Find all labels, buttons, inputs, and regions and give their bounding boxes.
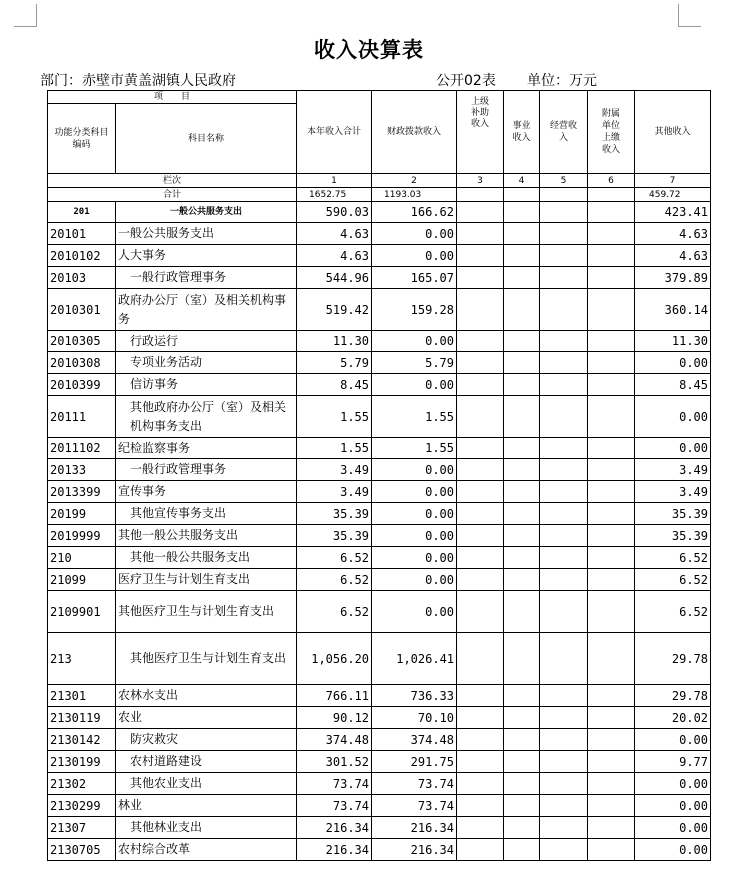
page-title: 收入决算表 — [314, 38, 424, 62]
col-operating-header: 经营收入 — [540, 91, 588, 174]
row-other-value: 3.49 — [635, 459, 711, 481]
table-row — [48, 795, 711, 817]
table-row — [48, 331, 711, 352]
row-superior-value — [457, 289, 504, 331]
row-total-value: 519.42 — [297, 289, 372, 331]
row-affiliated-value — [588, 773, 635, 795]
table-row — [48, 438, 711, 459]
empty-cell — [540, 188, 588, 202]
row-total-value: 3.49 — [297, 481, 372, 503]
row-fiscal-value: 165.07 — [372, 267, 457, 289]
row-other-value: 0.00 — [635, 729, 711, 751]
row-total-value: 35.39 — [297, 525, 372, 547]
row-superior-value — [457, 245, 504, 267]
row-affiliated-value — [588, 202, 635, 223]
row-business-value — [504, 396, 540, 438]
row-affiliated-value — [588, 289, 635, 331]
table-row — [48, 396, 711, 438]
row-operating-value — [540, 633, 588, 685]
row-total-value: 6.52 — [297, 547, 372, 569]
row-total-value: 1,056.20 — [297, 633, 372, 685]
table-row — [48, 707, 711, 729]
table-row — [48, 773, 711, 795]
column-number-3: 3 — [457, 174, 504, 188]
row-fiscal-value: 73.74 — [372, 773, 457, 795]
table-row — [48, 289, 711, 331]
row-total-value: 6.52 — [297, 591, 372, 633]
row-fiscal-value: 70.10 — [372, 707, 457, 729]
row-superior-value — [457, 839, 504, 861]
row-code: 2130119 — [48, 707, 116, 729]
row-total-value: 766.11 — [297, 685, 372, 707]
row-code: 21307 — [48, 817, 116, 839]
table-row — [48, 569, 711, 591]
row-code: 21099 — [48, 569, 116, 591]
row-other-value: 35.39 — [635, 525, 711, 547]
row-other-value: 11.30 — [635, 331, 711, 352]
row-operating-value — [540, 817, 588, 839]
row-fiscal-value: 0.00 — [372, 245, 457, 267]
row-operating-value — [540, 503, 588, 525]
row-superior-value — [457, 685, 504, 707]
row-operating-value — [540, 374, 588, 396]
row-other-value: 0.00 — [635, 773, 711, 795]
row-business-value — [504, 547, 540, 569]
column-number-6: 6 — [588, 174, 635, 188]
empty-cell — [457, 188, 504, 202]
row-total-value: 3.49 — [297, 459, 372, 481]
row-operating-value — [540, 331, 588, 352]
table-row — [48, 817, 711, 839]
row-superior-value — [457, 547, 504, 569]
row-code: 2010305 — [48, 331, 116, 352]
row-subject-name: 人大事务 — [116, 245, 297, 267]
table-row — [48, 839, 711, 861]
row-superior-value — [457, 751, 504, 773]
row-code: 2010102 — [48, 245, 116, 267]
row-affiliated-value — [588, 569, 635, 591]
row-other-value: 0.00 — [635, 817, 711, 839]
row-subject-name: 一般行政管理事务 — [116, 267, 297, 289]
row-business-value — [504, 707, 540, 729]
row-affiliated-value — [588, 707, 635, 729]
subject-name-header: 科目名称 — [116, 104, 297, 174]
row-fiscal-value: 0.00 — [372, 547, 457, 569]
row-affiliated-value — [588, 503, 635, 525]
row-superior-value — [457, 202, 504, 223]
row-fiscal-value: 1.55 — [372, 396, 457, 438]
row-subject-name: 政府办公厅（室）及相关机构事务 — [116, 289, 297, 331]
row-superior-value — [457, 525, 504, 547]
row-subject-name: 一般公共服务支出 — [116, 223, 297, 245]
row-operating-value — [540, 839, 588, 861]
row-subject-name: 宣传事务 — [116, 481, 297, 503]
row-total-value: 590.03 — [297, 202, 372, 223]
row-total-value: 73.74 — [297, 773, 372, 795]
row-superior-value — [457, 569, 504, 591]
row-code: 2010399 — [48, 374, 116, 396]
row-superior-value — [457, 396, 504, 438]
row-code: 20111 — [48, 396, 116, 438]
col-total-header: 本年收入合计 — [297, 91, 372, 174]
row-operating-value — [540, 525, 588, 547]
row-business-value — [504, 459, 540, 481]
table-row — [48, 525, 711, 547]
row-code: 20133 — [48, 459, 116, 481]
row-code: 2109901 — [48, 591, 116, 633]
col-other-header: 其他收入 — [635, 91, 711, 174]
table-row — [48, 202, 711, 223]
row-total-value: 1.55 — [297, 438, 372, 459]
row-business-value — [504, 817, 540, 839]
row-other-value: 6.52 — [635, 547, 711, 569]
row-business-value — [504, 591, 540, 633]
row-superior-value — [457, 503, 504, 525]
page-corner-mark-left — [14, 4, 37, 27]
row-superior-value — [457, 729, 504, 751]
row-code: 2010308 — [48, 352, 116, 374]
row-operating-value — [540, 481, 588, 503]
row-superior-value — [457, 223, 504, 245]
row-operating-value — [540, 751, 588, 773]
row-superior-value — [457, 459, 504, 481]
row-code: 21301 — [48, 685, 116, 707]
row-fiscal-value: 374.48 — [372, 729, 457, 751]
row-operating-value — [540, 202, 588, 223]
table-row — [48, 751, 711, 773]
header-row-project — [48, 91, 711, 104]
column-number-1: 1 — [297, 174, 372, 188]
total-value: 1652.75 — [297, 188, 372, 202]
row-fiscal-value: 73.74 — [372, 795, 457, 817]
row-code: 2130299 — [48, 795, 116, 817]
row-affiliated-value — [588, 685, 635, 707]
row-total-value: 216.34 — [297, 817, 372, 839]
row-other-value: 29.78 — [635, 685, 711, 707]
row-code: 20103 — [48, 267, 116, 289]
row-affiliated-value — [588, 729, 635, 751]
row-affiliated-value — [588, 817, 635, 839]
row-fiscal-value: 0.00 — [372, 374, 457, 396]
row-affiliated-value — [588, 438, 635, 459]
row-business-value — [504, 569, 540, 591]
row-subject-name: 专项业务活动 — [116, 352, 297, 374]
column-number-5: 5 — [540, 174, 588, 188]
row-total-value: 11.30 — [297, 331, 372, 352]
col-affiliated-header: 附属单位上缴收入 — [588, 91, 635, 174]
row-code: 20199 — [48, 503, 116, 525]
row-subject-name: 其他一般公共服务支出 — [116, 547, 297, 569]
page-corner-mark-right — [678, 4, 701, 27]
table-row — [48, 245, 711, 267]
row-superior-value — [457, 331, 504, 352]
row-superior-value — [457, 591, 504, 633]
table-row — [48, 633, 711, 685]
row-affiliated-value — [588, 751, 635, 773]
row-code: 20101 — [48, 223, 116, 245]
row-superior-value — [457, 352, 504, 374]
empty-cell — [588, 188, 635, 202]
row-total-value: 35.39 — [297, 503, 372, 525]
row-business-value — [504, 289, 540, 331]
row-operating-value — [540, 729, 588, 751]
row-affiliated-value — [588, 396, 635, 438]
row-operating-value — [540, 547, 588, 569]
func-code-header: 功能分类科目编码 — [48, 104, 116, 174]
table-row — [48, 352, 711, 374]
table-row — [48, 685, 711, 707]
row-other-value: 6.52 — [635, 591, 711, 633]
row-business-value — [504, 352, 540, 374]
row-total-value: 8.45 — [297, 374, 372, 396]
row-fiscal-value: 0.00 — [372, 569, 457, 591]
row-other-value: 0.00 — [635, 438, 711, 459]
row-other-value: 29.78 — [635, 633, 711, 685]
row-operating-value — [540, 685, 588, 707]
row-subject-name: 其他一般公共服务支出 — [116, 525, 297, 547]
row-code: 201 — [48, 202, 116, 223]
row-business-value — [504, 685, 540, 707]
row-affiliated-value — [588, 795, 635, 817]
row-superior-value — [457, 817, 504, 839]
row-fiscal-value: 1,026.41 — [372, 633, 457, 685]
row-subject-name: 其他林业支出 — [116, 817, 297, 839]
col-fiscal-header: 财政拨款收入 — [372, 91, 457, 174]
row-code: 2019999 — [48, 525, 116, 547]
row-other-value: 423.41 — [635, 202, 711, 223]
row-business-value — [504, 795, 540, 817]
row-business-value — [504, 223, 540, 245]
form-code-label: 公开02表 — [436, 73, 496, 89]
column-number-2: 2 — [372, 174, 457, 188]
fiscal-total-value: 1193.03 — [372, 188, 457, 202]
table-row — [48, 503, 711, 525]
row-operating-value — [540, 438, 588, 459]
row-operating-value — [540, 352, 588, 374]
row-fiscal-value: 0.00 — [372, 331, 457, 352]
row-business-value — [504, 245, 540, 267]
row-superior-value — [457, 633, 504, 685]
income-statement-table — [47, 90, 711, 861]
row-affiliated-value — [588, 352, 635, 374]
department-label: 部门：赤壁市黄盖湖镇人民政府 — [40, 73, 236, 89]
row-operating-value — [540, 795, 588, 817]
row-affiliated-value — [588, 245, 635, 267]
row-code: 21302 — [48, 773, 116, 795]
row-operating-value — [540, 459, 588, 481]
total-label: 合计 — [48, 188, 297, 202]
empty-cell — [504, 188, 540, 202]
row-total-value: 544.96 — [297, 267, 372, 289]
table-row — [48, 459, 711, 481]
col-superior-header: 上级补助收入 — [457, 91, 504, 174]
row-subject-name: 农村道路建设 — [116, 751, 297, 773]
row-subject-name: 农林水支出 — [116, 685, 297, 707]
row-fiscal-value: 1.55 — [372, 438, 457, 459]
row-subject-name: 一般公共服务支出 — [116, 202, 297, 223]
row-operating-value — [540, 569, 588, 591]
row-operating-value — [540, 267, 588, 289]
row-total-value: 90.12 — [297, 707, 372, 729]
row-business-value — [504, 331, 540, 352]
row-business-value — [504, 773, 540, 795]
row-affiliated-value — [588, 525, 635, 547]
row-business-value — [504, 481, 540, 503]
row-total-value: 5.79 — [297, 352, 372, 374]
row-subject-name: 信访事务 — [116, 374, 297, 396]
row-subject-name: 其他医疗卫生与计划生育支出 — [116, 633, 297, 685]
row-other-value: 20.02 — [635, 707, 711, 729]
row-fiscal-value: 159.28 — [372, 289, 457, 331]
column-index-label: 栏次 — [48, 174, 297, 188]
row-other-value: 0.00 — [635, 795, 711, 817]
row-business-value — [504, 633, 540, 685]
row-operating-value — [540, 396, 588, 438]
row-operating-value — [540, 773, 588, 795]
row-superior-value — [457, 374, 504, 396]
row-other-value: 360.14 — [635, 289, 711, 331]
table-row — [48, 223, 711, 245]
row-affiliated-value — [588, 459, 635, 481]
row-subject-name: 其他农业支出 — [116, 773, 297, 795]
row-operating-value — [540, 289, 588, 331]
row-subject-name: 其他宣传事务支出 — [116, 503, 297, 525]
row-superior-value — [457, 267, 504, 289]
row-code: 2013399 — [48, 481, 116, 503]
row-affiliated-value — [588, 481, 635, 503]
row-other-value: 4.63 — [635, 245, 711, 267]
row-other-value: 35.39 — [635, 503, 711, 525]
row-code: 2011102 — [48, 438, 116, 459]
row-subject-name: 林业 — [116, 795, 297, 817]
row-subject-name: 其他政府办公厅（室）及相关机构事务支出 — [116, 396, 297, 438]
row-code: 2130199 — [48, 751, 116, 773]
row-fiscal-value: 0.00 — [372, 223, 457, 245]
row-affiliated-value — [588, 547, 635, 569]
row-fiscal-value: 0.00 — [372, 525, 457, 547]
row-total-value: 6.52 — [297, 569, 372, 591]
row-total-value: 4.63 — [297, 223, 372, 245]
table-row — [48, 729, 711, 751]
row-superior-value — [457, 481, 504, 503]
row-total-value: 216.34 — [297, 839, 372, 861]
table-row — [48, 374, 711, 396]
row-code: 2130142 — [48, 729, 116, 751]
row-superior-value — [457, 438, 504, 459]
row-business-value — [504, 202, 540, 223]
unit-label: 单位：万元 — [527, 73, 597, 89]
row-subject-name: 其他医疗卫生与计划生育支出 — [116, 591, 297, 633]
table-row — [48, 267, 711, 289]
row-superior-value — [457, 795, 504, 817]
row-affiliated-value — [588, 267, 635, 289]
other-total-value: 459.72 — [635, 188, 711, 202]
row-fiscal-value: 5.79 — [372, 352, 457, 374]
row-other-value: 6.52 — [635, 569, 711, 591]
row-other-value: 0.00 — [635, 396, 711, 438]
row-affiliated-value — [588, 839, 635, 861]
row-business-value — [504, 438, 540, 459]
row-other-value: 0.00 — [635, 839, 711, 861]
column-number-4: 4 — [504, 174, 540, 188]
row-subject-name: 农村综合改革 — [116, 839, 297, 861]
row-total-value: 301.52 — [297, 751, 372, 773]
row-fiscal-value: 0.00 — [372, 591, 457, 633]
row-total-value: 73.74 — [297, 795, 372, 817]
row-affiliated-value — [588, 633, 635, 685]
row-business-value — [504, 751, 540, 773]
row-operating-value — [540, 245, 588, 267]
row-operating-value — [540, 223, 588, 245]
project-header: 项 目 — [48, 91, 297, 104]
row-other-value: 379.89 — [635, 267, 711, 289]
column-number-7: 7 — [635, 174, 711, 188]
row-subject-name: 医疗卫生与计划生育支出 — [116, 569, 297, 591]
row-affiliated-value — [588, 223, 635, 245]
row-business-value — [504, 729, 540, 751]
row-fiscal-value: 0.00 — [372, 481, 457, 503]
row-fiscal-value: 736.33 — [372, 685, 457, 707]
table-row — [48, 481, 711, 503]
row-business-value — [504, 839, 540, 861]
row-other-value: 9.77 — [635, 751, 711, 773]
row-operating-value — [540, 707, 588, 729]
table-row — [48, 547, 711, 569]
row-fiscal-value: 0.00 — [372, 459, 457, 481]
row-operating-value — [540, 591, 588, 633]
row-other-value: 3.49 — [635, 481, 711, 503]
row-other-value: 4.63 — [635, 223, 711, 245]
row-other-value: 0.00 — [635, 352, 711, 374]
row-subject-name: 一般行政管理事务 — [116, 459, 297, 481]
row-code: 213 — [48, 633, 116, 685]
row-subject-name: 行政运行 — [116, 331, 297, 352]
row-total-value: 374.48 — [297, 729, 372, 751]
row-total-value: 1.55 — [297, 396, 372, 438]
row-subject-name: 纪检监察事务 — [116, 438, 297, 459]
row-business-value — [504, 374, 540, 396]
row-business-value — [504, 525, 540, 547]
col-business-header: 事业收入 — [504, 91, 540, 174]
column-index-row — [48, 174, 711, 188]
row-code: 2130705 — [48, 839, 116, 861]
row-affiliated-value — [588, 374, 635, 396]
row-other-value: 8.45 — [635, 374, 711, 396]
row-fiscal-value: 216.34 — [372, 817, 457, 839]
row-code: 210 — [48, 547, 116, 569]
total-row — [48, 188, 711, 202]
row-code: 2010301 — [48, 289, 116, 331]
row-superior-value — [457, 707, 504, 729]
row-superior-value — [457, 773, 504, 795]
row-total-value: 4.63 — [297, 245, 372, 267]
row-subject-name: 防灾救灾 — [116, 729, 297, 751]
row-fiscal-value: 166.62 — [372, 202, 457, 223]
row-fiscal-value: 0.00 — [372, 503, 457, 525]
table-row — [48, 591, 711, 633]
row-affiliated-value — [588, 591, 635, 633]
row-subject-name: 农业 — [116, 707, 297, 729]
row-fiscal-value: 216.34 — [372, 839, 457, 861]
row-business-value — [504, 503, 540, 525]
row-fiscal-value: 291.75 — [372, 751, 457, 773]
row-affiliated-value — [588, 331, 635, 352]
row-business-value — [504, 267, 540, 289]
